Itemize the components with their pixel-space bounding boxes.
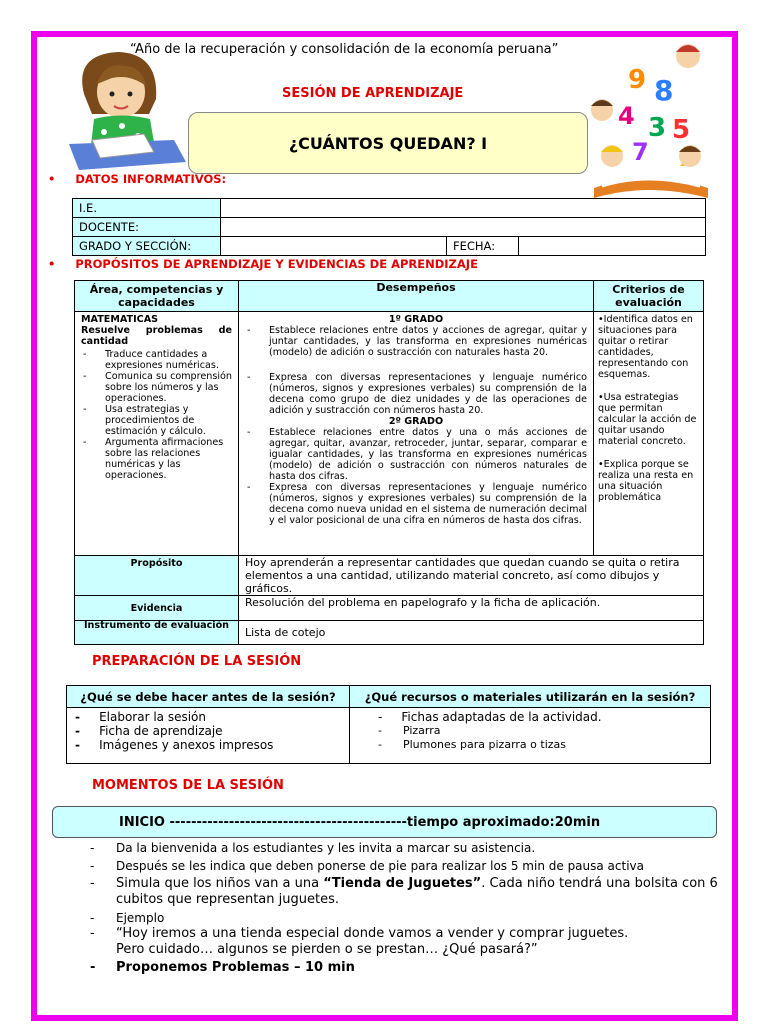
col-antes: ¿Qué se debe hacer antes de la sesión? [67,686,350,708]
list-item: - Plumones para pizarra o tizas [378,738,566,751]
inicio-bar: INICIO --------------------------------------------tiempo aproximado:20min [52,806,717,838]
svg-text:4: 4 [618,102,635,130]
momentos-list [90,840,740,976]
list-item: - Ficha de aprendizaje [75,724,223,738]
ie-value[interactable] [221,199,706,218]
list-item: - Fichas adaptadas de la actividad. [378,710,602,724]
svg-text:8: 8 [654,74,674,107]
area-cell: MATEMATICAS Resuelve problemas de cantidad - Traduce cantidades a expresiones numéricas. - Comunica su comprensión sobre los números y las operaciones. - Usa estrategias y procedimientos de estimación y cálculo. - Argumenta afirmaciones sobre las relaciones numéricas y las operaciones. [75,312,239,556]
grado-value[interactable] [221,237,447,256]
instrumento-text: Lista de cotejo [239,621,704,645]
list-item: - “Hoy iremos a una tienda especial donde vamos a vender y comprar juguetes. Pero cuidado… algunos se pierden o se prestan… ¿Qué pasará?” [90,926,740,958]
desempenos-cell: 1º GRADO - Establece relaciones entre datos y acciones de agregar, quitar y juntar cantidades, y las transforma en expresiones numéricas (modelo) de adición o sustracción con naturales hasta 20. - Expresa con diversas representaciones y lenguaje numérico (números, signos y expresiones verbales) su comprensión de la decena como grupo de diez unidades y de las operaciones de adición y sustracción con números hasta 20. 2º GRADO - Establece relaciones entre datos y una o más acciones de agregar, quitar, avanzar, retroceder, juntar, separar, comparar e igualar cantidades, y las transforma en expresiones numéricas (modelo) de adición o sustracción con números naturales de hasta dos cifras. - Expresa con diversas representaciones y lenguaje numérico (números, signos y expresiones verbales) su comprensión de la decena como nueva unidad en el sistema de numeración decimal y el valor posicional de una cifra en números de hasta dos cifras. [239,312,594,556]
docente-value[interactable] [221,218,706,237]
kids-numbers-illustration [588,38,714,204]
criterios-cell: •Identifica datos en situaciones para quitar o retirar cantidades, representando con esquemas. •Usa estrategias que permitan calcular la acción de quitar usando material concreto. •Explica porque se realiza una resta en una situación problemática [594,312,704,556]
recursos-cell [350,708,711,764]
col-desempenos: Desempeños [239,281,594,312]
col-area: Área, competencias y capacidades [75,281,239,312]
list-item: - Ejemplo [90,910,740,926]
preparacion-heading: PREPARACIÓN DE LA SESIÓN [92,654,302,669]
list-item: - Pizarra [378,724,441,737]
col-criterios: Criterios de evaluación [594,281,704,312]
momentos-heading: MOMENTOS DE LA SESIÓN [92,778,284,793]
list-item: - Proponemos Problemas – 10 min [90,960,740,976]
svg-text:7: 7 [632,138,649,166]
docente-label: DOCENTE: [73,218,221,237]
proposito-label: Propósito [75,556,239,596]
col-recursos: ¿Qué recursos o materiales utilizarán en la sesión? [350,686,711,708]
antes-cell [67,708,350,764]
instrumento-label: Instrumento de evaluación [75,621,239,645]
svg-text:9: 9 [628,65,647,95]
list-item: - Después se les indica que deben ponerse de pie para realizar los 5 min de pausa activa [90,858,740,874]
svg-text:3: 3 [648,113,667,143]
list-item: - Simula que los niños van a una “Tienda de Juguetes”. Cada niño tendrá una bolsita con 6 cubitos que representan juguetes. [90,876,740,908]
grado-label: GRADO Y SECCIÓN: [73,237,221,256]
list-item: - Da la bienvenida a los estudiantes y les invita a marcar su asistencia. [90,840,740,856]
propositos-heading: • PROPÓSITOS DE APRENDIZAJE Y EVIDENCIAS DE APRENDIZAJE [48,257,478,271]
page-title: ¿CUÁNTOS QUEDAN? I [188,112,588,174]
evidencia-label: Evidencia [75,596,239,621]
datos-table [72,198,706,256]
propositos-table [74,280,704,645]
fecha-label: FECHA: [447,237,519,256]
list-item: - Elaborar la sesión [75,710,206,724]
desempenos-2-list: - Establece relaciones entre datos y una o más acciones de agregar, quitar, avanzar, retroceder, juntar, separar, comparar e igualar cantidades, y las transforma en expresiones numéricas (modelo) de adición o sustracción con números naturales de hasta dos cifras. - Expresa con diversas representaciones y lenguaje numérico (números, signos y expresiones verbales) su comprensión de la decena como nueva unidad en el sistema de numeración decimal y el valor posicional de una cifra en números de hasta dos cifras. [245,427,587,526]
year-motto: “Año de la recuperación y consolidación de la economía peruana” [130,42,559,57]
svg-text:5: 5 [672,115,691,145]
capacidades-list: - Traduce cantidades a expresiones numéricas. - Comunica su comprensión sobre los números y las operaciones. - Usa estrategias y procedimientos de estimación y cálculo. - Argumenta afirmaciones sobre las relaciones numéricas y las operaciones. [81,349,232,481]
list-item: - Imágenes y anexos impresos [75,738,274,752]
desempenos-1-list: - Establece relaciones entre datos y acciones de agregar, quitar y juntar cantidades, y las transforma en expresiones numéricas (modelo) de adición o sustracción con naturales hasta 20. - Expresa con diversas representaciones y lenguaje numérico (números, signos y expresiones verbales) su comprensión de la decena como grupo de diez unidades y de las operaciones de adición y sustracción con números hasta 20. [245,325,587,416]
ie-label: I.E. [73,199,221,218]
session-label: SESIÓN DE APRENDIZAJE [282,86,464,101]
evidencia-text: Resolución del problema en papelografo y la ficha de aplicación. [239,596,704,621]
fecha-value[interactable] [519,237,706,256]
proposito-text: Hoy aprenderán a representar cantidades que quedan cuando se quita o retira elementos a una cantidad, utilizando material concreto, así como dibujos y gráficos. [239,556,704,596]
girl-writing-illustration [64,44,190,174]
datos-heading: • DATOS INFORMATIVOS: [48,172,227,186]
preparacion-table [66,685,711,764]
